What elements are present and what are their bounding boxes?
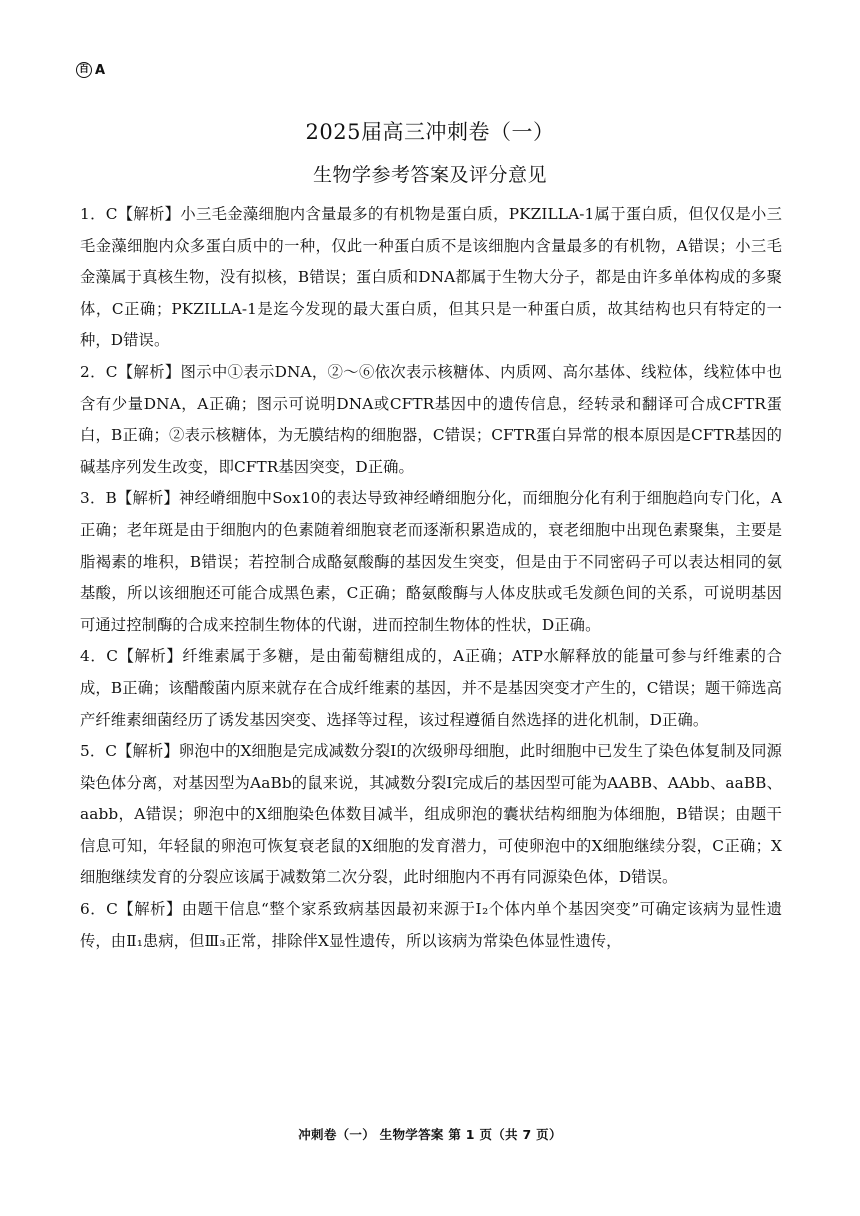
answer-item-5: 5．C【解析】卵泡中的X细胞是完成减数分裂Ⅰ的次级卵母细胞，此时细胞中已发生了染色体复制及同源染色体分离，对基因型为AaBb的鼠来说，其减数分裂Ⅰ完成后的基因型可能为AABB、AAbb、aaBB、aabb，A错误；卵泡中的X细胞染色体数目减半，组成卵泡的囊状结构细胞为体细胞，B错误；由题干信息可知，年轻鼠的卵泡可恢复衰老鼠的X细胞的发育潜力，可使卵泡中的X细胞继续分裂，C正确；X细胞继续发育的分裂应该属于减数第二次分裂，此时细胞内不再有同源染色体，D错误。 (80, 742, 782, 887)
header-badge (76, 62, 105, 78)
badge-letter: A (95, 62, 106, 78)
answer-item-2: 2．C【解析】图示中①表示DNA，②～⑥依次表示核糖体、内质网、高尔基体、线粒体，线粒体中也含有少量DNA，A正确；图示可说明DNA或CFTR基因中的遗传信息，经转录和翻译可合成CFTR蛋白，B正确；②表示核糖体，为无膜结构的细胞器，C错误；CFTR蛋白异常的根本原因是CFTR基因的碱基序列发生改变，即CFTR基因突变，D正确。 (80, 362, 782, 476)
page-subtitle: 生物学参考答案及评分意见 (312, 164, 547, 186)
answer-item-3: 3．B【解析】神经嵴细胞中Sox10的表达导致神经嵴细胞分化，而细胞分化有利于细胞趋向专门化，A正确；老年斑是由于细胞内的色素随着细胞衰老而逐渐积累造成的，衰老细胞中出现色素聚集，主要是脂褐素的堆积，B错误；若控制合成酪氨酸酶的基因发生突变，但是由于不同密码子可以表达相同的氨基酸，所以该细胞还可能合成黑色素，C正确；酪氨酸酶与人体皮肤或毛发颜色间的关系，可说明基因可通过控制酶的合成来控制生物体的代谢，进而控制生物体的性状，D正确。 (80, 489, 782, 634)
page-title: 2025届高三冲刺卷（一） (305, 120, 555, 144)
answer-item-6: 6．C【解析】由题干信息“整个家系致病基因最初来源于Ⅰ₂个体内单个基因突变”可确定该病为显性遗传，由Ⅱ₁患病，但Ⅲ₃正常，排除伴X显性遗传，所以该病为常染色体显性遗传， (80, 900, 782, 950)
answer-list (80, 199, 782, 957)
answer-item-4: 4．C【解析】纤维素属于多糖，是由葡萄糖组成的，A正确；ATP水解释放的能量可参与纤维素的合成，B正确；该醋酸菌内原来就存在合成纤维素的基因，并不是基因突变才产生的，C错误；题干筛选高产纤维素细菌经历了诱发基因突变、选择等过程，该过程遵循自然选择的进化机制，D正确。 (80, 647, 782, 729)
page-footer: 冲刺卷（一） 生物学答案 第 1 页（共 7 页） (298, 1127, 562, 1142)
answer-item-1: 1．C【解析】小三毛金藻细胞内含量最多的有机物是蛋白质，PKZILLA-1属于蛋白质，但仅仅是小三毛金藻细胞内众多蛋白质中的一种，仅此一种蛋白质不是该细胞内含量最多的有机物，A错误；小三毛金藻属于真核生物，没有拟核，B错误；蛋白质和DNA都属于生物大分子，都是由许多单体构成的多聚体，C正确；PKZILLA-1是迄今发现的最大蛋白质，但其只是一种蛋白质，故其结构也只有特定的一种，D错误。 (80, 205, 782, 350)
badge-circle-icon: 百 (76, 62, 92, 78)
